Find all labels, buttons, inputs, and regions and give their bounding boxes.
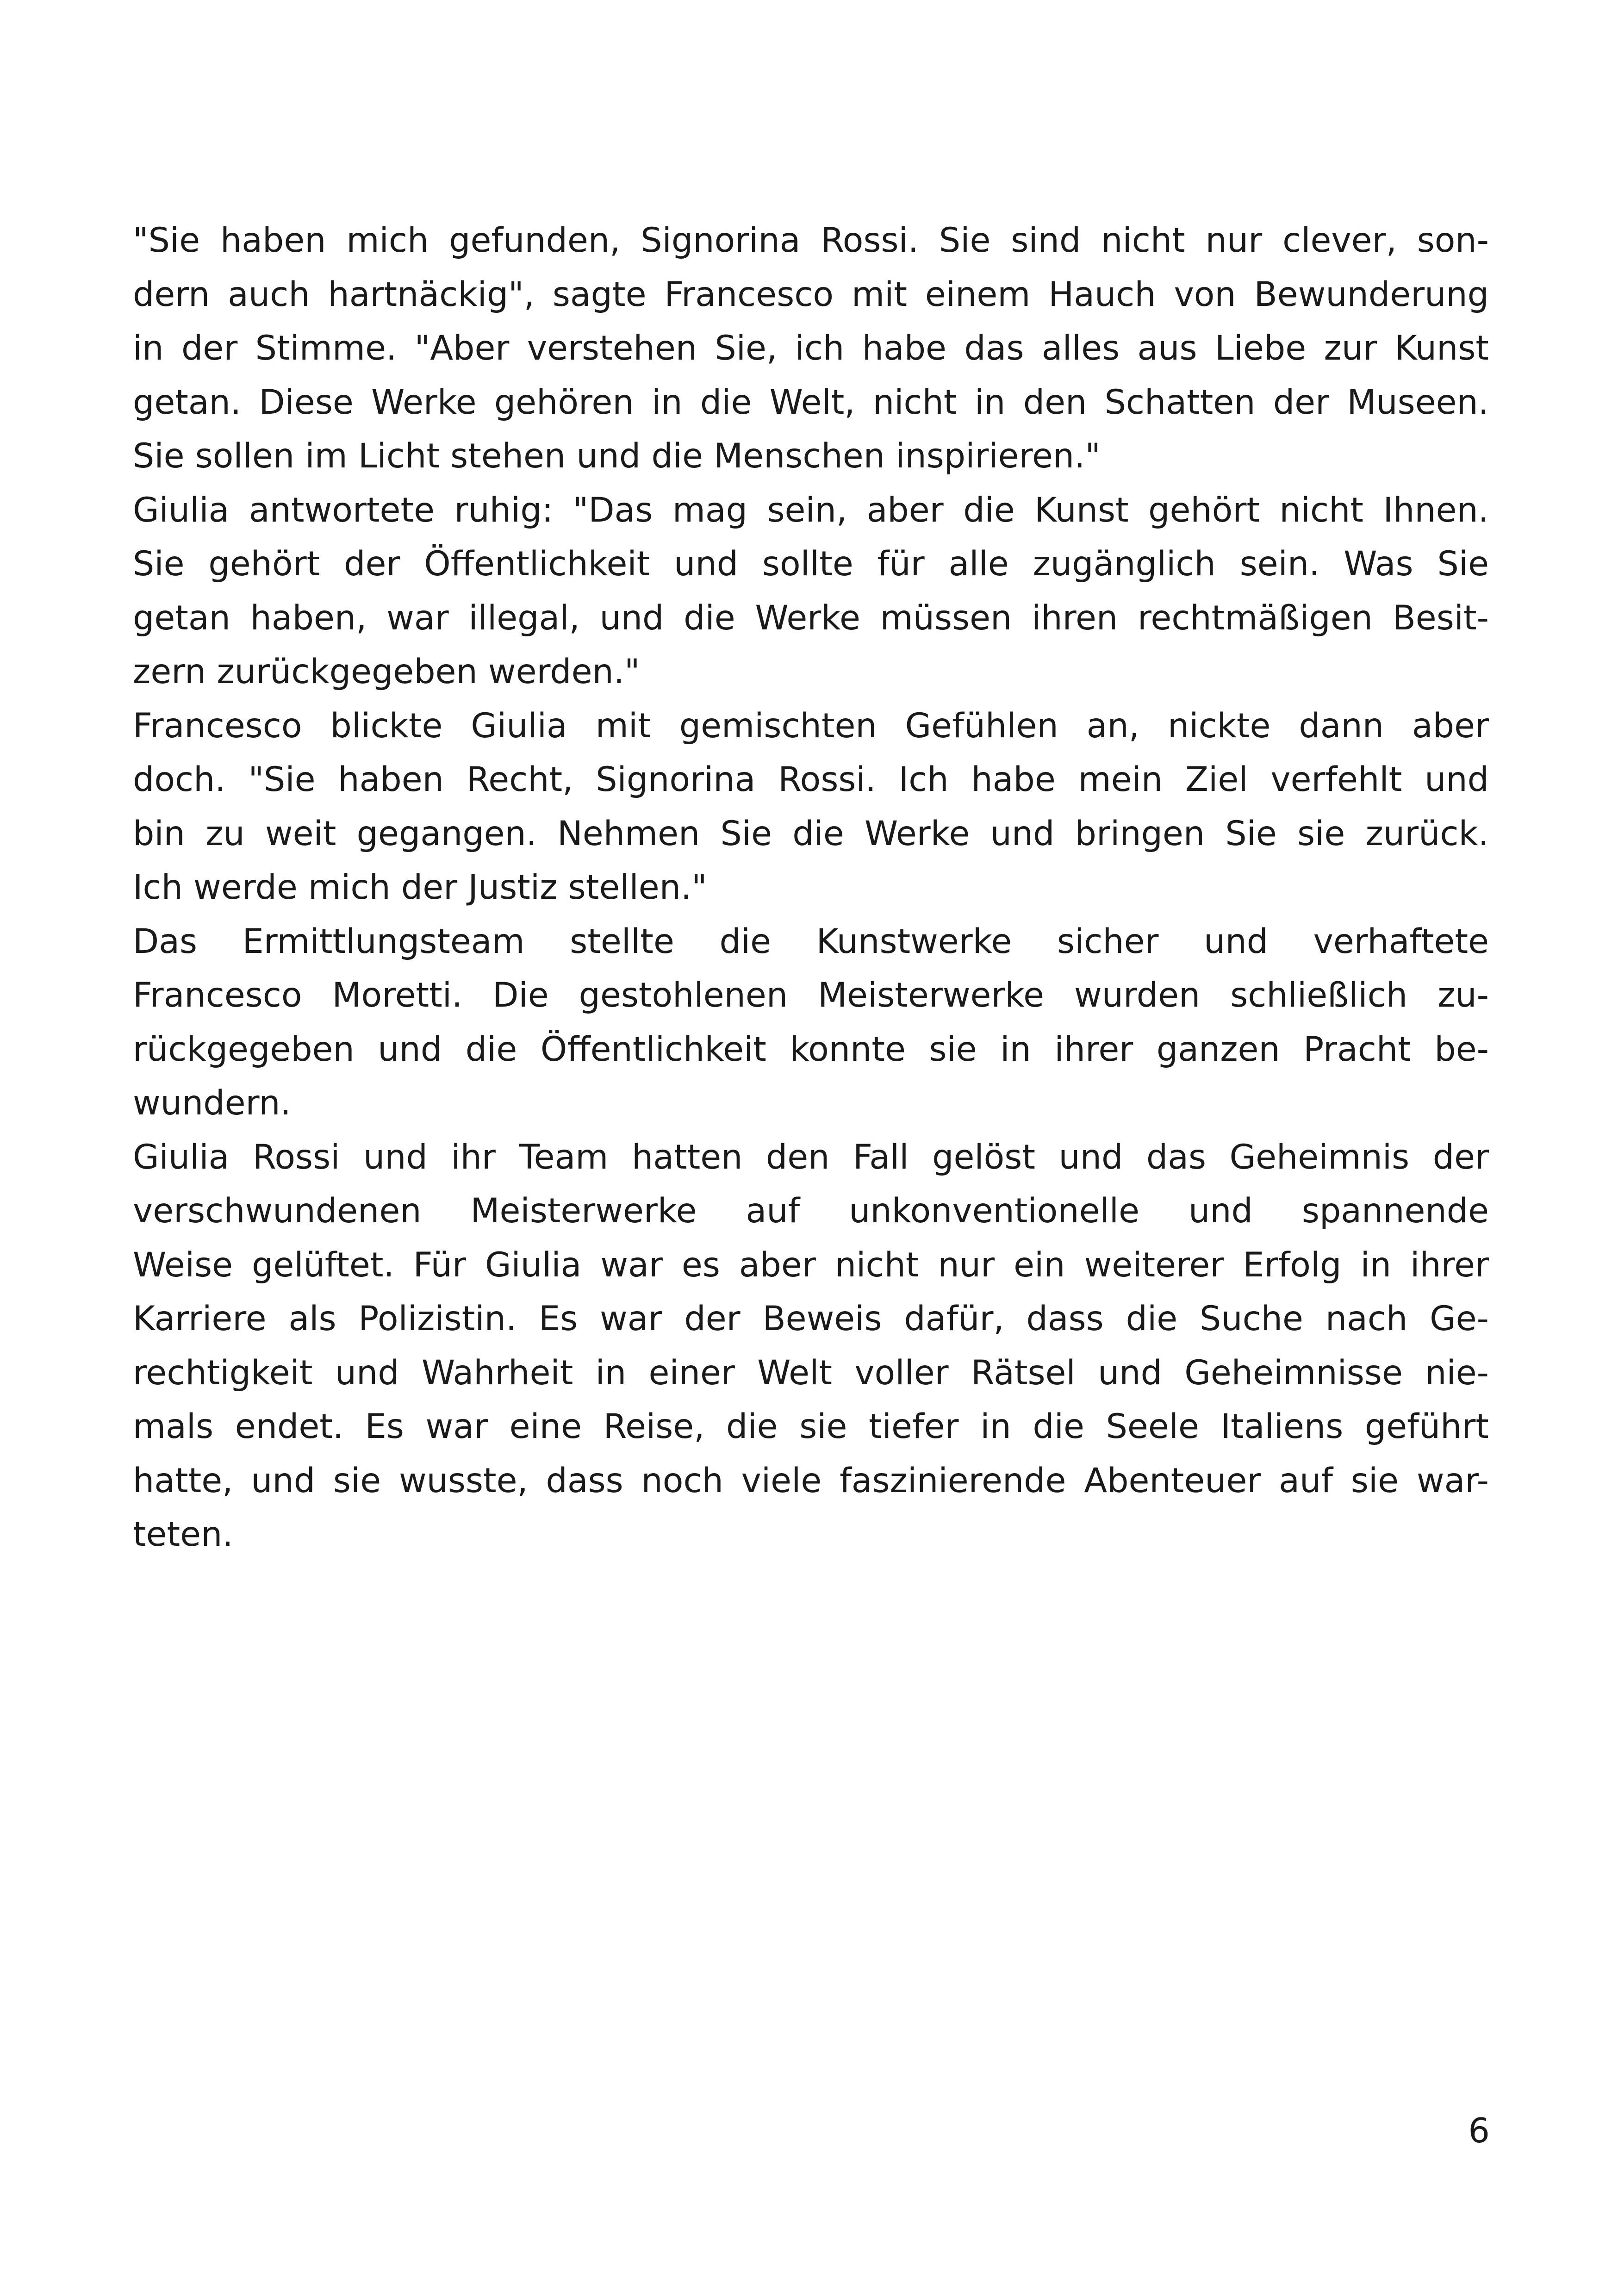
text-line: in der Stimme. "Aber verstehen Sie, ich habe das alles aus Liebe zur Kunst <box>133 329 1489 368</box>
paragraph-5 <box>133 1131 1489 1562</box>
text-line: Giulia Rossi und ihr Team hatten den Fall gelöst und das Geheimnis der <box>133 1137 1489 1177</box>
text-line: Weise gelüftet. Für Giulia war es aber nicht nur ein weiterer Erfolg in ihrer <box>133 1245 1489 1285</box>
text-line: dern auch hartnäckig", sagte Francesco mit einem Hauch von Bewunderung <box>133 274 1489 314</box>
text-line: Das Ermittlungsteam stellte die Kunstwerke sicher und verhaftete <box>133 921 1489 961</box>
text-line: verschwundenen Meisterwerke auf unkonventionelle und spannende <box>133 1191 1489 1231</box>
text-line: bin zu weit gegangen. Nehmen Sie die Werke und bringen Sie sie zurück. <box>133 814 1489 853</box>
text-line: zern zurückgegeben werden." <box>133 652 640 691</box>
paragraph-3 <box>133 699 1489 915</box>
text-line: rechtigkeit und Wahrheit in einer Welt voller Rätsel und Geheimnisse nie- <box>133 1353 1489 1393</box>
text-line: Francesco blickte Giulia mit gemischten Gefühlen an, nickte dann aber <box>133 706 1489 746</box>
text-line: "Sie haben mich gefunden, Signorina Rossi. Sie sind nicht nur clever, son- <box>133 221 1489 260</box>
body-text <box>133 214 1489 1562</box>
text-line: Francesco Moretti. Die gestohlenen Meisterwerke wurden schließlich zu- <box>133 976 1489 1015</box>
text-line: Sie gehört der Öffentlichkeit und sollte für alle zugänglich sein. Was Sie <box>133 544 1489 584</box>
text-line: getan haben, war illegal, und die Werke müssen ihren rechtmäßigen Besit- <box>133 598 1489 638</box>
text-line: getan. Diese Werke gehören in die Welt, nicht in den Schatten der Museen. <box>133 382 1489 422</box>
text-line: teten. <box>133 1515 233 1554</box>
text-line: Sie sollen im Licht stehen und die Menschen inspirieren." <box>133 436 1101 476</box>
paragraph-1 <box>133 214 1489 484</box>
text-line: mals endet. Es war eine Reise, die sie tiefer in die Seele Italiens geführt <box>133 1407 1489 1446</box>
text-line: rückgegeben und die Öffentlichkeit konnte sie in ihrer ganzen Pracht be- <box>133 1029 1489 1069</box>
text-line: Giulia antwortete ruhig: "Das mag sein, aber die Kunst gehört nicht Ihnen. <box>133 490 1489 530</box>
paragraph-2 <box>133 484 1489 699</box>
page-number: 6 <box>1468 2111 1490 2151</box>
text-line: Karriere als Polizistin. Es war der Beweis dafür, dass die Suche nach Ge- <box>133 1299 1489 1338</box>
text-line: hatte, und sie wusste, dass noch viele faszinierende Abenteuer auf sie war- <box>133 1461 1489 1500</box>
text-line: doch. "Sie haben Recht, Signorina Rossi. Ich habe mein Ziel verfehlt und <box>133 760 1489 799</box>
paragraph-4 <box>133 915 1489 1131</box>
text-line: Ich werde mich der Justiz stellen." <box>133 868 707 907</box>
text-line: wundern. <box>133 1083 291 1123</box>
